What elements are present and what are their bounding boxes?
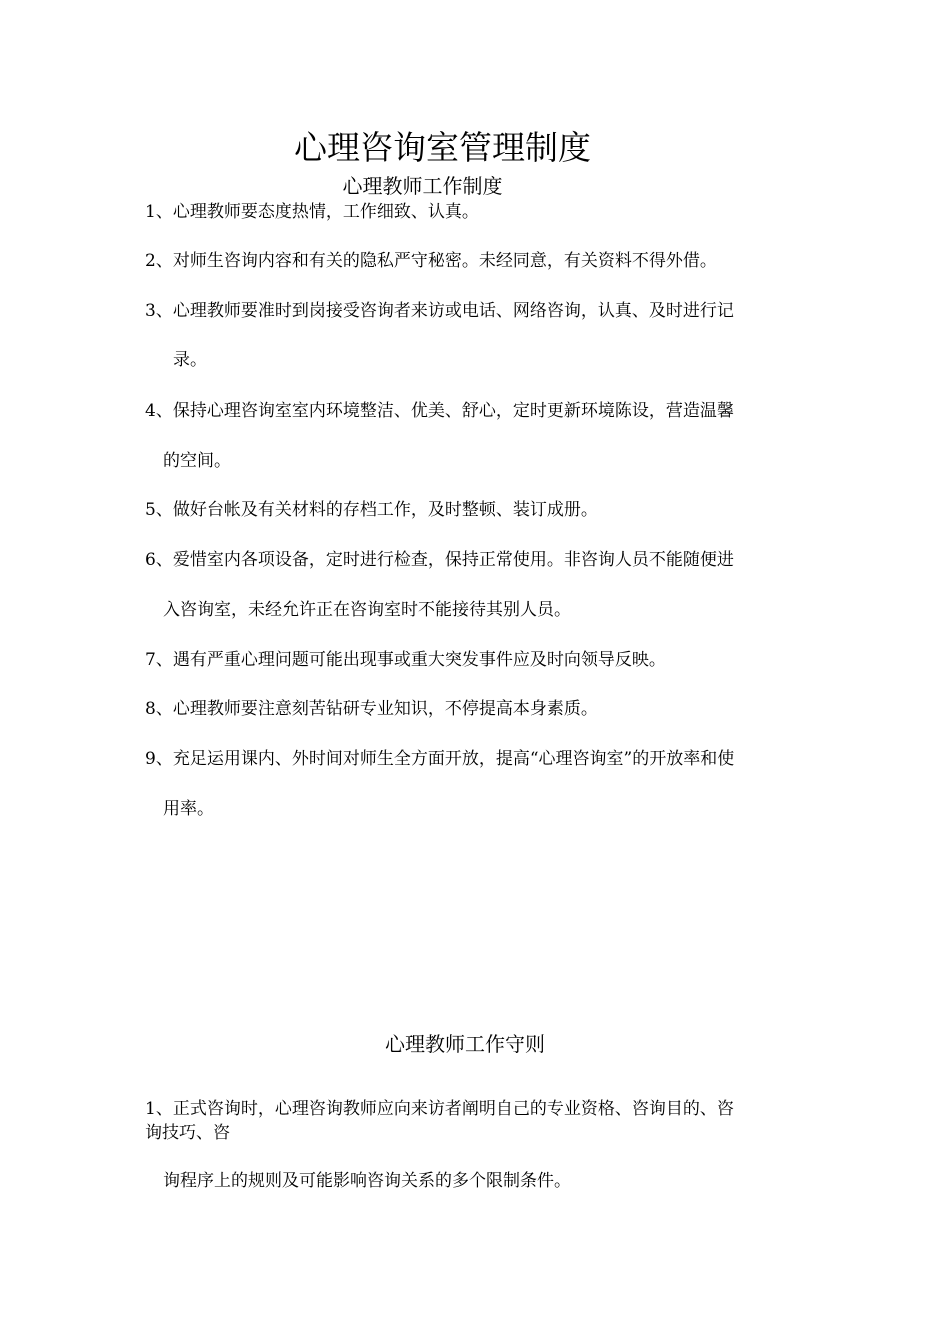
rule-6-line-2: 入咨询室，未经允许正在咨询室时不能接待其别人员。: [163, 600, 571, 620]
rule-3-line-2: 录。: [173, 350, 207, 370]
rule-4-line-1: 4、保持心理咨询室室内环境整洁、优美、舒心，定时更新环境陈设，营造温馨: [145, 401, 734, 421]
rule-3-line-1: 3、心理教师要准时到岗接受咨询者来访或电话、网络咨询，认真、及时进行记: [145, 301, 734, 321]
rule-5: 5、做好台帐及有关材料的存档工作，及时整顿、装订成册。: [145, 500, 598, 520]
document-title: 心理咨询室管理制度: [294, 128, 591, 167]
rule-2: 2、对师生咨询内容和有关的隐私严守秘密。未经同意，有关资料不得外借。: [145, 251, 717, 271]
rule-9-line-2: 用率。: [163, 799, 214, 819]
rule-6-line-1: 6、爱惜室内各项设备，定时进行检查，保持正常使用。非咨询人员不能随便进: [145, 550, 734, 570]
guideline-1-line-2: 询技巧、咨: [145, 1123, 230, 1143]
section-subtitle: 心理教师工作制度: [342, 174, 503, 198]
rule-4-line-2: 的空间。: [163, 451, 231, 471]
rule-1: 1、心理教师要态度热情，工作细致、认真。: [145, 202, 479, 222]
section-2-title: 心理教师工作守则: [385, 1032, 545, 1056]
rule-8: 8、心理教师要注意刻苦钻研专业知识，不停提高本身素质。: [145, 699, 598, 719]
rule-9-line-1: 9、充足运用课内、外时间对师生全方面开放，提高“心理咨询室”的开放率和使: [145, 749, 735, 769]
guideline-1-line-3: 询程序上的规则及可能影响咨询关系的多个限制条件。: [163, 1171, 571, 1191]
guideline-1-line-1: 1、正式咨询时，心理咨询教师应向来访者阐明自己的专业资格、咨询目的、咨: [145, 1099, 734, 1119]
rule-7: 7、遇有严重心理问题可能出现事或重大突发事件应及时向领导反映。: [145, 650, 666, 670]
